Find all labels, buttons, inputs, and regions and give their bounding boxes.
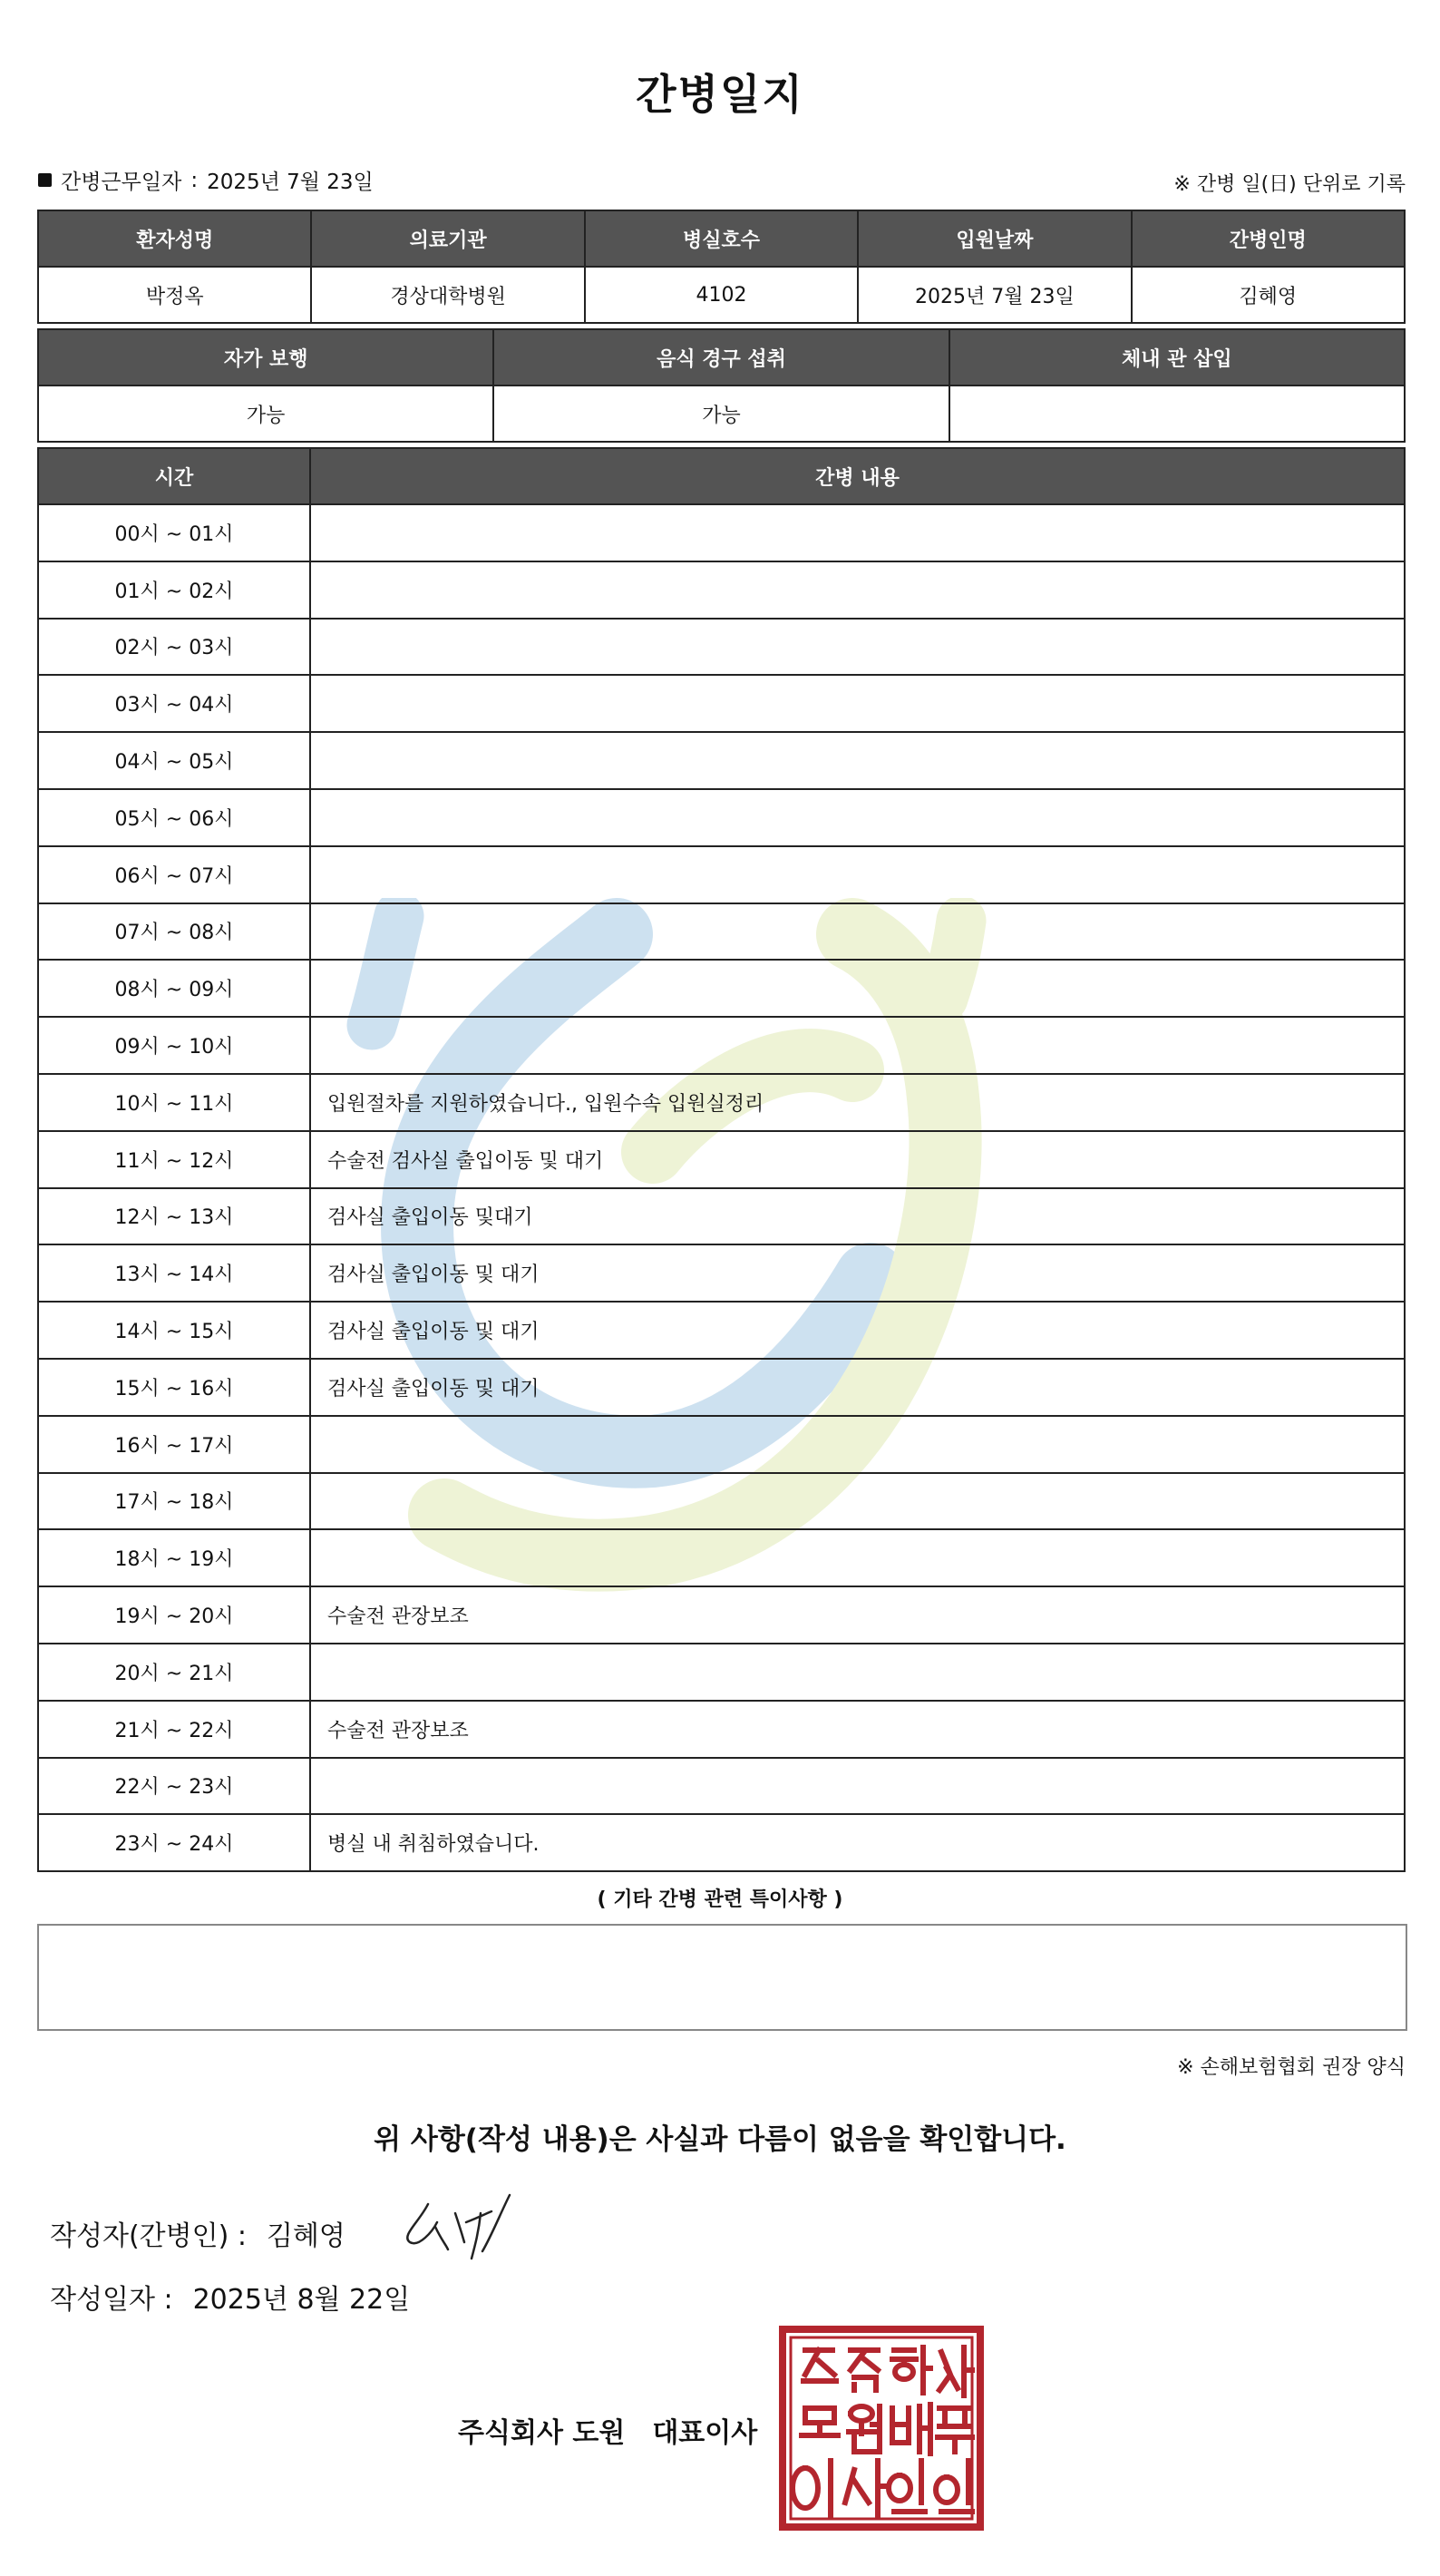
table-row <box>38 1529 1405 1586</box>
table-row <box>38 1814 1405 1871</box>
header-caregiver: 간병인명 <box>1132 210 1405 267</box>
work-date-sep: : <box>190 168 199 192</box>
company-role: 대표이사 <box>652 2417 758 2449</box>
content-cell <box>310 903 1405 961</box>
notes-box <box>37 1924 1407 2031</box>
content-cell <box>310 846 1405 903</box>
header-room: 병실호수 <box>585 210 858 267</box>
patient-name: 박정옥 <box>38 267 311 323</box>
content-cell: 수술전 검사실 출입이동 및 대기 <box>310 1131 1405 1188</box>
time-cell: 17시 ~ 18시 <box>38 1473 310 1530</box>
table-row <box>38 1074 1405 1131</box>
content-cell <box>310 1416 1405 1473</box>
content-cell: 입원절차를 지원하였습니다., 입원수속 입원실정리 <box>310 1074 1405 1131</box>
time-cell: 15시 ~ 16시 <box>38 1359 310 1416</box>
header-admission-date: 입원날짜 <box>858 210 1131 267</box>
work-date-value: 2025년 7월 23일 <box>207 171 374 194</box>
patient-status-table <box>37 328 1406 443</box>
content-cell <box>310 789 1405 846</box>
unit-note: ※ 간병 일(日) 단위로 기록 <box>1173 173 1406 196</box>
page-title: 간병일지 <box>636 70 804 119</box>
content-cell: 검사실 출입이동 및 대기 <box>310 1244 1405 1302</box>
table-row <box>38 1644 1405 1701</box>
time-cell: 08시 ~ 09시 <box>38 960 310 1017</box>
time-cell: 21시 ~ 22시 <box>38 1701 310 1758</box>
table-row <box>38 619 1405 676</box>
table-row <box>38 561 1405 619</box>
content-cell: 병실 내 취침하였습니다. <box>310 1814 1405 1871</box>
time-cell: 14시 ~ 15시 <box>38 1302 310 1359</box>
room-number: 4102 <box>585 267 858 323</box>
hospital: 경상대학병원 <box>311 267 584 323</box>
header-content: 간병 내용 <box>310 448 1405 504</box>
time-cell: 19시 ~ 20시 <box>38 1586 310 1644</box>
time-cell: 10시 ~ 11시 <box>38 1074 310 1131</box>
table-row <box>38 1244 1405 1302</box>
tube-value <box>949 385 1405 442</box>
header-time: 시간 <box>38 448 310 504</box>
table-row <box>38 732 1405 789</box>
confirmation-statement: 위 사항(작성 내용)은 사실과 다름이 없음을 확인합니다. <box>374 2123 1066 2156</box>
table-row <box>38 1416 1405 1473</box>
content-cell <box>310 675 1405 732</box>
table-row <box>38 1758 1405 1815</box>
table-row <box>38 1701 1405 1758</box>
table-row <box>38 1131 1405 1188</box>
time-cell: 16시 ~ 17시 <box>38 1416 310 1473</box>
table-row <box>38 1473 1405 1530</box>
time-cell: 20시 ~ 21시 <box>38 1644 310 1701</box>
writer-name: 김혜영 <box>266 2220 345 2252</box>
table-row <box>38 1302 1405 1359</box>
table-row <box>38 903 1405 961</box>
content-cell: 검사실 출입이동 및 대기 <box>310 1359 1405 1416</box>
time-cell: 06시 ~ 07시 <box>38 846 310 903</box>
table-row <box>38 675 1405 732</box>
time-cell: 05시 ~ 06시 <box>38 789 310 846</box>
header-hospital: 의료기관 <box>311 210 584 267</box>
header-tube: 체내 관 삽입 <box>949 329 1405 385</box>
company-seal-stamp <box>778 2325 985 2532</box>
care-log-table <box>37 447 1406 1872</box>
content-cell: 수술전 관장보조 <box>310 1586 1405 1644</box>
content-cell: 검사실 출입이동 및 대기 <box>310 1302 1405 1359</box>
walking-value: 가능 <box>38 385 493 442</box>
bullet-square-icon <box>38 173 52 187</box>
table-row <box>38 504 1405 561</box>
header-patient-name: 환자성명 <box>38 210 311 267</box>
content-cell <box>310 1017 1405 1074</box>
written-date-line <box>50 2277 410 2317</box>
content-cell <box>310 960 1405 1017</box>
content-cell: 수술전 관장보조 <box>310 1701 1405 1758</box>
content-cell <box>310 1758 1405 1815</box>
content-cell: 검사실 출입이동 및대기 <box>310 1188 1405 1245</box>
time-cell: 11시 ~ 12시 <box>38 1131 310 1188</box>
content-cell <box>310 1644 1405 1701</box>
time-cell: 22시 ~ 23시 <box>38 1758 310 1815</box>
content-cell <box>310 619 1405 676</box>
work-date <box>38 165 374 195</box>
table-row <box>38 846 1405 903</box>
company-name: 주식회사 도원 <box>458 2417 626 2449</box>
time-cell: 07시 ~ 08시 <box>38 903 310 961</box>
time-cell: 01시 ~ 02시 <box>38 561 310 619</box>
content-cell <box>310 504 1405 561</box>
content-cell <box>310 732 1405 789</box>
company-line <box>458 2410 757 2450</box>
table-row <box>38 1359 1405 1416</box>
content-cell <box>310 561 1405 619</box>
form-source-note: ※ 손해보험협회 권장 양식 <box>1177 2056 1406 2079</box>
caregiver-name: 김혜영 <box>1132 267 1405 323</box>
table-row <box>38 960 1405 1017</box>
time-cell: 04시 ~ 05시 <box>38 732 310 789</box>
content-cell <box>310 1473 1405 1530</box>
time-cell: 02시 ~ 03시 <box>38 619 310 676</box>
writer-line <box>50 2213 345 2253</box>
time-cell: 18시 ~ 19시 <box>38 1529 310 1586</box>
admission-date: 2025년 7월 23일 <box>858 267 1131 323</box>
patient-info-table <box>37 210 1406 324</box>
written-date-value: 2025년 8월 22일 <box>192 2284 411 2316</box>
notes-title: ( 기타 간병 관련 특이사항 ) <box>597 1888 843 1911</box>
time-cell: 12시 ~ 13시 <box>38 1188 310 1245</box>
time-cell: 09시 ~ 10시 <box>38 1017 310 1074</box>
table-row <box>38 1017 1405 1074</box>
time-cell: 00시 ~ 01시 <box>38 504 310 561</box>
table-row <box>38 1188 1405 1245</box>
writer-label: 작성자(간병인) : <box>50 2220 247 2252</box>
time-cell: 23시 ~ 24시 <box>38 1814 310 1871</box>
oral-intake-value: 가능 <box>493 385 949 442</box>
handwritten-signature <box>392 2186 528 2268</box>
content-cell <box>310 1529 1405 1586</box>
table-row <box>38 789 1405 846</box>
header-walking: 자가 보행 <box>38 329 493 385</box>
written-date-label: 작성일자 : <box>50 2284 173 2316</box>
table-row <box>38 1586 1405 1644</box>
header-oral-intake: 음식 경구 섭취 <box>493 329 949 385</box>
time-cell: 13시 ~ 14시 <box>38 1244 310 1302</box>
time-cell: 03시 ~ 04시 <box>38 675 310 732</box>
work-date-label: 간병근무일자 <box>61 171 182 194</box>
